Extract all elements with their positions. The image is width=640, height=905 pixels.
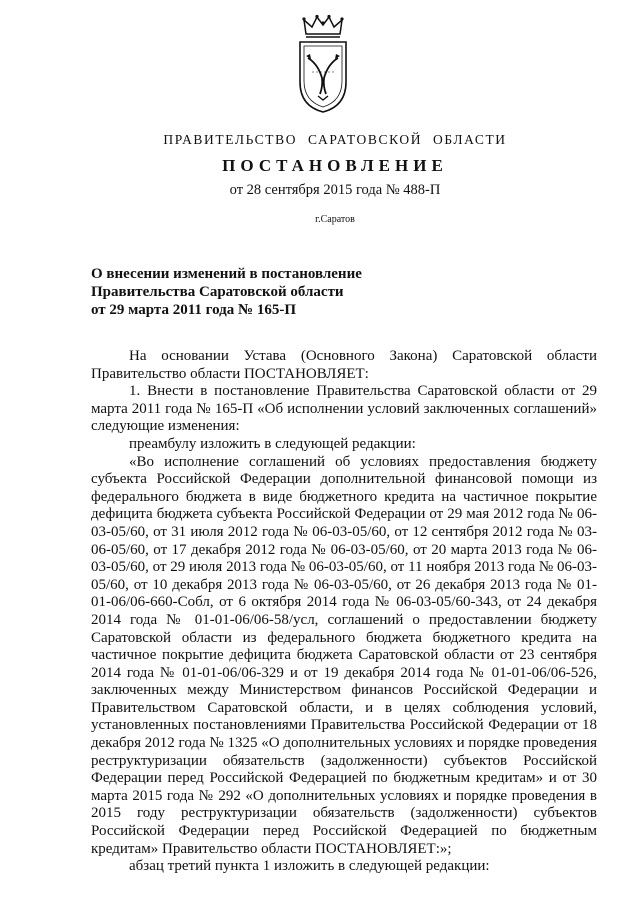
subject-line: О внесении изменений в постановление [91, 266, 362, 282]
body-paragraph: На основании Устава (Основного Закона) Саратовской области Правительство области ПОСТАНОВЛЯЕТ: [91, 348, 597, 382]
subject-line: от 29 марта 2011 года № 165-П [91, 302, 296, 318]
government-title: ПРАВИТЕЛЬСТВО САРАТОВСКОЙ ОБЛАСТИ [163, 132, 507, 147]
body-paragraph: преамбулу изложить в следующей редакции: [129, 435, 416, 452]
document-date-number: от 28 сентября 2015 года № 488-П [229, 182, 441, 198]
document-type-title: ПОСТАНОВЛЕНИЕ [222, 156, 448, 175]
document-city: г.Саратов [315, 214, 355, 225]
body-paragraph: 1. Внести в постановление Правительства Саратовской области от 29 марта 2011 года № 165-П «Об исполнении условий заключенных соглашений» следующие изменения: [91, 383, 597, 435]
document-body [91, 348, 597, 876]
subject-line: Правительства Саратовской области [91, 284, 344, 300]
body-paragraph: «Во исполнение соглашений об условиях предоставления бюджету субъекта Российской Федерации дополнительной финансовой помощи из федерального бюджета в виде бюджетного кредита на частичное покрытие дефицита бюджета субъекта Российской Федерации от 29 мая 2012 года № 06-03-05/60, от 31 июля 2012 года № 06-03-05/60, от 12 сентября 2012 года № 03-06-05/60, от 17 декабря 2012 года № 06-03-05/60, от 20 марта 2013 года № 06-03-05/60, от 29 июля 2013 года № 06-03-05/60, от 11 ноября 2013 года № 06-03-05/60, от 10 декабря 2013 года № 06-03-05/60, от 26 декабря 2013 года № 01-01-06/06-660-Собл, от 6 октября 2014 года № 06-03-05/60-343, от 24 декабря 2014 года № 01-01-06/06-58/усл, соглашений о предоставлении бюджету Саратовской области из федерального бюджета бюджетного кредита на частичное покрытие дефицита бюджета Саратовской области от 23 сентября 2014 года № 01-01-06/06-329 и от 19 декабря 2014 года № 01-01-06/06-526, заключенных между Министерством финансов Российской Федерации и Правительством Саратовской области, и в целях соблюдения условий, установленных постановлениями Правительства Российской Федерации от 18 декабря 2012 года № 1325 «О дополнительных условиях и порядке проведения реструктуризации обязательств (задолженности) субъектов Российской Федерации перед Российской Федерацией по бюджетным кредитам» и от 30 марта 2015 года № 292 «О дополнительных условиях и порядке проведения в 2015 году реструктуризации обязательств (задолженности) субъектов Российской Федерации перед Российской Федерацией по бюджетным кредитам» Правительство области ПОСТАНОВЛЯЕТ:»; [91, 453, 598, 857]
body-paragraph: абзац третий пункта 1 изложить в следующей редакции: [129, 858, 490, 875]
coat-of-arms-icon [296, 14, 350, 114]
document-subject [91, 265, 421, 319]
